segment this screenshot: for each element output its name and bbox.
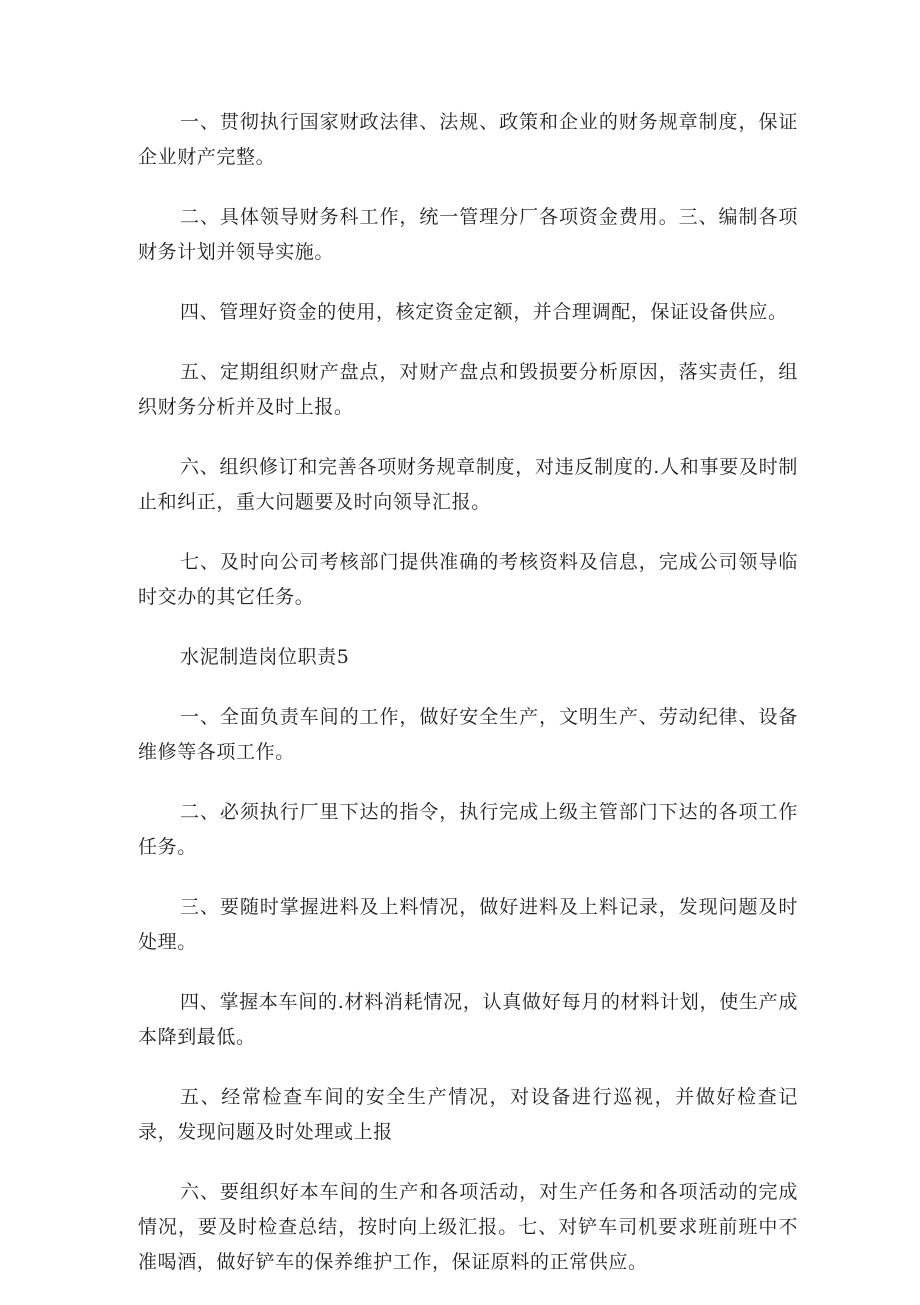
paragraph-4: 五、定期组织财产盘点，对财产盘点和毁损要分析原因，落实责任，组织财务分析并及时上报。	[138, 361, 798, 418]
paragraph-9: 三、要随时掌握进料及上料情况，做好进料及上料记录，发现问题及时处理。	[138, 896, 798, 953]
paragraph-8: 二、必须执行厂里下达的指令，执行完成上级主管部门下达的各项工作任务。	[138, 801, 798, 858]
paragraph-3: 四、管理好资金的使用，核定资金定额，并合理调配，保证设备供应。	[180, 301, 788, 323]
paragraph-12: 六、要组织好本车间的生产和各项活动，对生产任务和各项活动的完成情况，要及时检查总结，按时向上级汇报。七、对铲车司机要求班前班中不准喝酒，做好铲车的保养维护工作，保证原料的正常供应。	[138, 1181, 798, 1273]
paragraph-1: 一、贯彻执行国家财政法律、法规、政策和企业的财务规章制度，保证企业财产完整。	[138, 111, 798, 168]
paragraph-7: 一、全面负责车间的工作，做好安全生产，文明生产、劳动纪律、设备维修等各项工作。	[138, 706, 798, 763]
paragraph-10: 四、掌握本车间的.材料消耗情况，认真做好每月的材料计划，使生产成本降到最低。	[138, 991, 798, 1048]
paragraph-5: 六、组织修订和完善各项财务规章制度，对违反制度的.人和事要及时制止和纠正，重大问题要及时向领导汇报。	[138, 456, 798, 513]
paragraph-6: 七、及时向公司考核部门提供准确的考核资料及信息，完成公司领导临时交办的其它任务。	[138, 551, 798, 608]
document-body	[138, 105, 798, 1305]
paragraph-2: 二、具体领导财务科工作，统一管理分厂各项资金费用。三、编制各项财务计划并领导实施。	[138, 206, 798, 263]
section-heading: 水泥制造岗位职责5	[180, 646, 350, 668]
paragraph-11: 五、经常检查车间的安全生产情况，对设备进行巡视，并做好检查记录，发现问题及时处理或上报	[138, 1086, 798, 1143]
